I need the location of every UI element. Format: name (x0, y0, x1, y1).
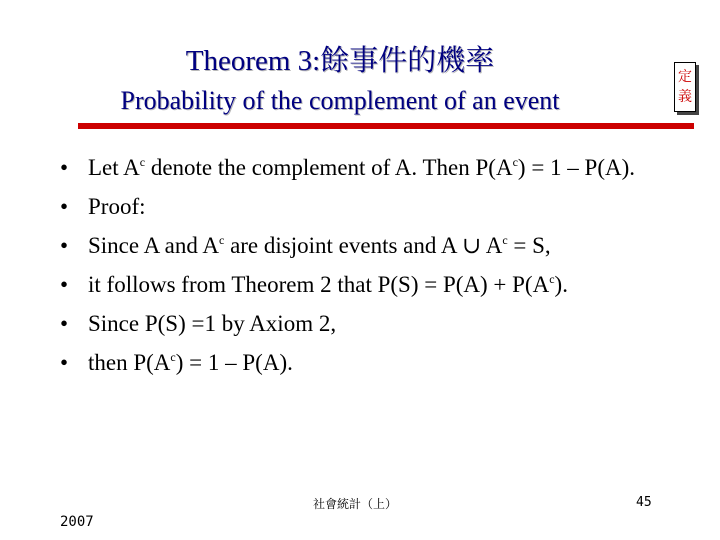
superscript: c (170, 350, 176, 364)
bullet-text: Let A (88, 155, 140, 180)
bullet-item (60, 265, 670, 304)
bullet-text: are disjoint events and A ∪ A (224, 233, 503, 258)
bullet-list (60, 148, 670, 382)
bullet-text: = S, (507, 233, 551, 258)
bullet-text: it follows from Theorem 2 that P(S) = P(A) + P(A (88, 272, 550, 297)
bullet-text: Proof: (88, 194, 146, 219)
superscript: c (502, 233, 508, 247)
definition-tag-char-2: 義 (678, 89, 692, 105)
bullet-dot: • (60, 233, 69, 258)
bullet-item (60, 304, 670, 343)
bullet-text: ) = 1 – P(A). (175, 350, 293, 375)
bullet-item (60, 187, 670, 226)
bullet-text: ) = 1 – P(A). (517, 155, 636, 180)
definition-tag (674, 62, 696, 112)
bullet-dot: • (60, 194, 69, 219)
bullet-text: denote the complement of A. Then P(A (145, 155, 513, 180)
slide-subtitle: Probability of the complement of an event (120, 86, 560, 115)
superscript: c (139, 155, 146, 169)
bullet-text: Since P(S) =1 by Axiom 2, (88, 311, 337, 336)
superscript: c (549, 272, 555, 286)
bullet-item (60, 226, 670, 265)
bullet-dot: • (60, 311, 69, 336)
title-divider (78, 123, 694, 129)
slide-title: Theorem 3:餘事件的機率 (185, 45, 495, 77)
bullet-text: then P(A (88, 350, 171, 375)
bullet-text: ). (554, 272, 568, 297)
page-number: 45 (636, 495, 652, 510)
bullet-dot: • (60, 350, 69, 375)
definition-tag-char-1: 定 (678, 69, 692, 85)
superscript: c (218, 233, 225, 247)
bullet-dot: • (60, 155, 69, 180)
bullet-text: Since A and A (88, 233, 219, 258)
superscript: c (512, 155, 518, 169)
bullet-item (60, 343, 670, 382)
footer-year: 2007 (60, 514, 94, 530)
bullet-item (60, 148, 670, 187)
bullet-dot: • (60, 272, 69, 297)
footer-course-title: 社會統計（上） (312, 497, 397, 511)
